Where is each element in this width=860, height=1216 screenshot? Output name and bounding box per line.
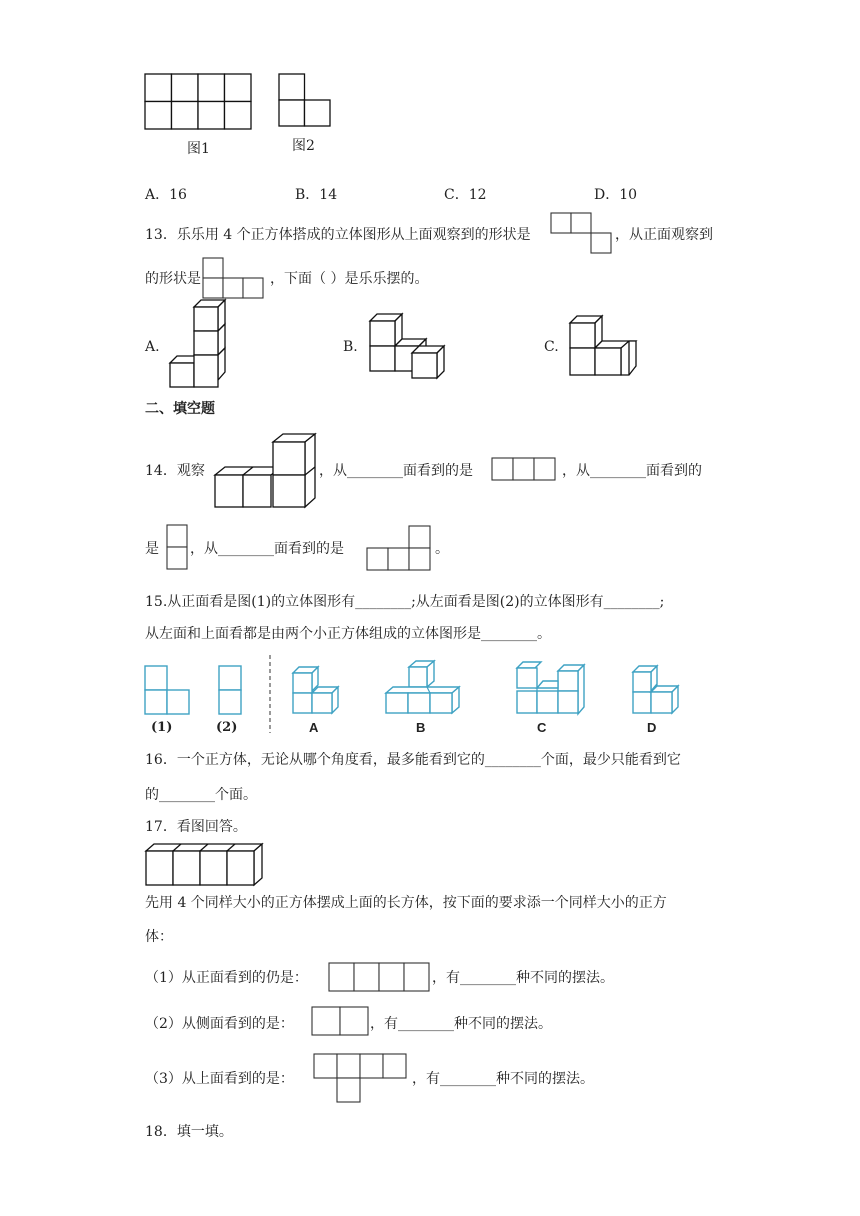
q13-front-view-figure	[203, 258, 269, 300]
q15-figure-d	[632, 664, 682, 718]
q14-text-6: 。	[435, 541, 449, 557]
q13-text-2: ，从正面观察到	[615, 227, 713, 243]
q15-label-c: C	[537, 720, 547, 735]
q13-option-a-label: A.	[145, 339, 160, 355]
q14-text-5: ，从________面看到的是	[190, 541, 344, 557]
q14-solid-figure	[211, 432, 321, 512]
q17-sub1-text-b: ，有________种不同的摆法。	[432, 970, 614, 986]
q15-line-1: 15.从正面看是图(1)的立体图形有________;从左面看是图(2)的立体图形有________;	[145, 594, 665, 610]
q13-option-a-figure	[168, 302, 232, 392]
q17-desc-2: 体：	[145, 929, 173, 945]
q12-option-a: A．16	[145, 187, 187, 203]
q15-figure-b	[385, 659, 465, 719]
q14-view-column-of-two	[166, 524, 190, 572]
q13-top-view-figure	[551, 213, 615, 255]
q17-desc-1: 先用 4 个同样大小的正方体摆成上面的长方体，按下面的要求添一个同样大小的正方	[145, 895, 667, 911]
q17-sub2-text-a: （2）从侧面看到的是：	[145, 1016, 294, 1032]
q14-view-l-shape	[366, 525, 434, 573]
q13-option-c-figure	[569, 313, 641, 379]
q12-figure-1-grid	[145, 74, 255, 132]
q15-figure-1	[144, 665, 192, 717]
q17-sub3-top-view	[313, 1053, 409, 1105]
q14-text-1: 14．观察	[145, 463, 205, 479]
q12-option-c: C．12	[444, 187, 487, 203]
q15-figure-c	[516, 661, 588, 719]
q14-text-3: ，从________面看到的	[562, 463, 702, 479]
q15-label-1: (1)	[151, 720, 173, 735]
q17-sub1-text-a: （1）从正面看到的仍是：	[145, 970, 308, 986]
q15-label-b: B	[416, 720, 426, 735]
q13-option-b-figure	[369, 312, 449, 382]
section-2-title: 二、填空题	[145, 401, 215, 417]
q12-option-b: B．14	[295, 187, 338, 203]
q14-text-2: ，从________面看到的是	[319, 463, 473, 479]
q14-view-row-of-three	[491, 457, 557, 483]
q12-figure-2-l-shape	[279, 74, 333, 132]
q14-text-4: 是	[145, 541, 159, 557]
q15-label-2: (2)	[216, 720, 238, 735]
q13-option-c-label: C.	[544, 339, 559, 355]
q15-line-2: 从左面和上面看都是由两个小正方体组成的立体图形是________。	[145, 626, 551, 642]
q13-text-1: 13．乐乐用 4 个正方体搭成的立体图形从上面观察到的形状是	[145, 227, 531, 243]
q17-title: 17．看图回答。	[145, 819, 247, 835]
q17-sub3-text-b: ，有________种不同的摆法。	[412, 1071, 594, 1087]
q17-sub1-front-view	[328, 962, 432, 994]
q12-option-d: D．10	[594, 187, 638, 203]
q12-figure-2-caption: 图2	[292, 138, 315, 154]
q13-text-4: ，下面（ ）是乐乐摆的。	[270, 271, 429, 287]
q15-figure-a	[292, 664, 342, 718]
q15-label-a: A	[309, 720, 319, 735]
q13-option-b-label: B.	[343, 339, 358, 355]
q12-figure-1-caption: 图1	[187, 141, 210, 157]
q15-figure-2	[218, 665, 244, 717]
q17-cuboid-figure	[145, 843, 265, 887]
q13-text-3: 的形状是	[145, 271, 201, 287]
q15-label-d: D	[647, 720, 657, 735]
q15-divider-dashed	[268, 655, 272, 735]
q18-title: 18．填一填。	[145, 1124, 233, 1140]
q17-sub3-text-a: （3）从上面看到的是：	[145, 1071, 294, 1087]
q17-sub2-text-b: ，有________种不同的摆法。	[370, 1016, 552, 1032]
q16-line-1: 16．一个正方体，无论从哪个角度看，最多能看到它的________个面，最少只能看到它	[145, 752, 681, 768]
q16-line-2: 的________个面。	[145, 787, 257, 803]
q17-sub2-side-view	[311, 1006, 371, 1038]
